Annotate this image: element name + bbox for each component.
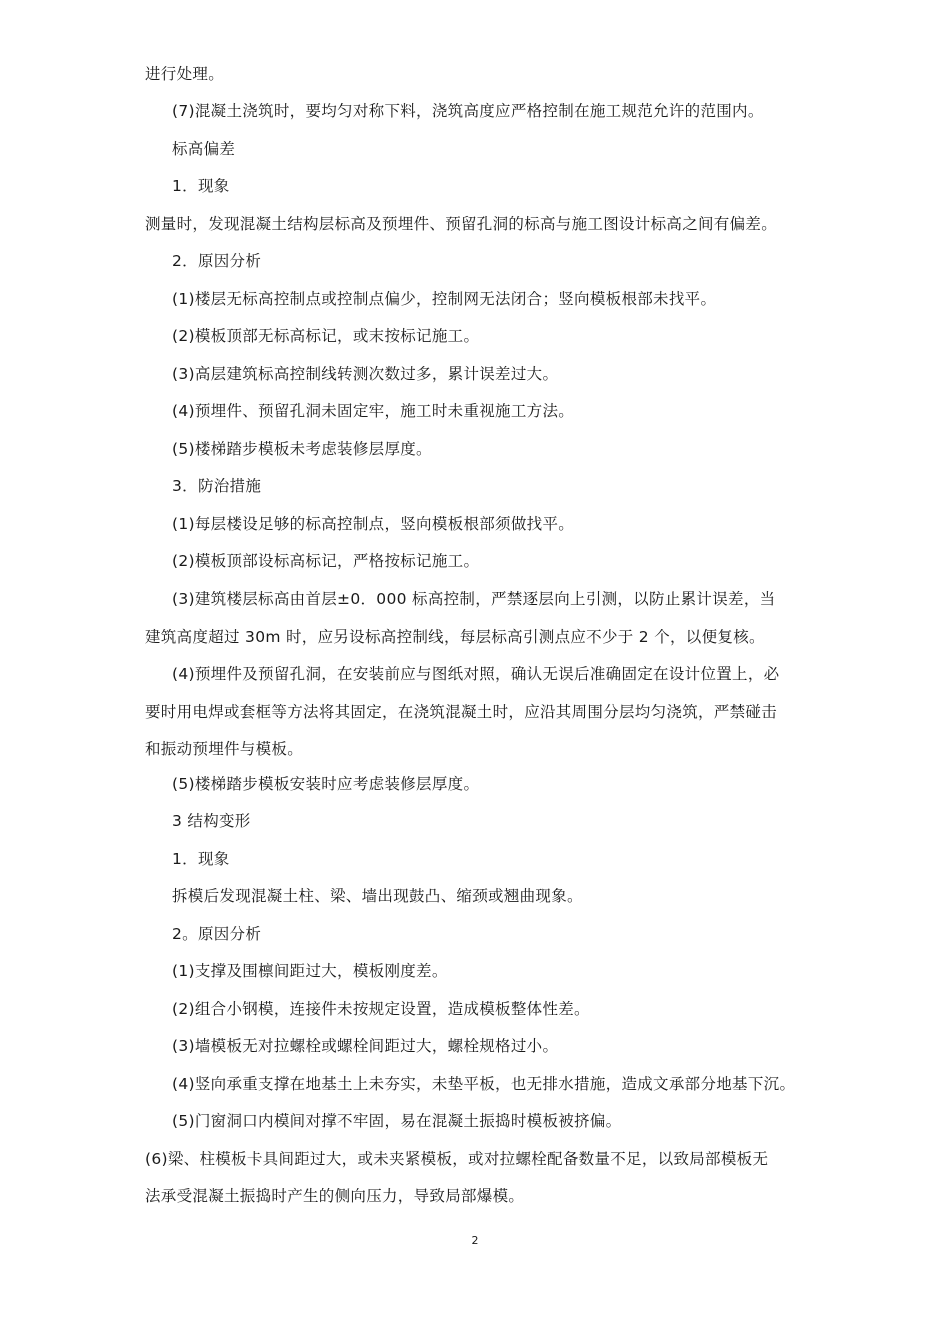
subheading: 2。原因分析	[172, 925, 262, 943]
text-line: (2)模板顶部无标高标记，或末按标记施工。	[172, 327, 480, 345]
text-line: (6)梁、柱模板卡具间距过大，或未夹紧模板，或对拉螺栓配备数量不足，以致局部模板无	[145, 1150, 769, 1168]
text-line: (1)支撑及围檩间距过大，模板刚度差。	[172, 962, 448, 980]
text-line: (7)混凝土浇筑时，要均匀对称下料，浇筑高度应严格控制在施工规范允许的范围内。	[172, 102, 764, 120]
text-line: 建筑高度超过 30m 时，应另设标高控制线，每层标高引测点应不少于 2 个，以便复核。	[145, 628, 765, 646]
text-line: (5)楼梯踏步模板未考虑装修层厚度。	[172, 440, 432, 458]
text-line: 拆模后发现混凝土柱、梁、墙出现鼓凸、缩颈或翘曲现象。	[172, 887, 583, 905]
text-line: (3)建筑楼层标高由首层±0．000 标高控制，严禁逐层向上引测，以防止累计误差，当	[172, 590, 776, 608]
text-line: (2)组合小钢模，连接件未按规定设置，造成模板整体性差。	[172, 1000, 590, 1018]
section-heading: 标高偏差	[172, 140, 236, 158]
text-line: 测量时，发现混凝土结构层标高及预埋件、预留孔洞的标高与施工图设计标高之间有偏差。	[145, 215, 778, 233]
text-line: (4)预埋件及预留孔洞，在安装前应与图纸对照，确认无误后准确固定在设计位置上，必	[172, 665, 780, 683]
text-line: (4)竖向承重支撑在地基土上未夯实，未垫平板，也无排水措施，造成文承部分地基下沉。	[172, 1075, 796, 1093]
subheading: 1．现象	[172, 850, 230, 868]
subheading: 3．防治措施	[172, 477, 262, 495]
text-line: (4)预埋件、预留孔洞未固定牢，施工时未重视施工方法。	[172, 402, 575, 420]
text-line: 要时用电焊或套框等方法将其固定，在浇筑混凝土时，应沿其周围分层均匀浇筑，严禁碰击	[145, 703, 778, 721]
text-line: 进行处理。	[145, 65, 225, 83]
text-line: (5)门窗洞口内模间对撑不牢固，易在混凝土振捣时模板被挤偏。	[172, 1112, 622, 1130]
text-line: (5)楼梯踏步模板安装时应考虑装修层厚度。	[172, 775, 480, 793]
page-number: 2	[471, 1234, 479, 1247]
subheading: 2．原因分析	[172, 252, 262, 270]
text-line: (1)每层楼设足够的标高控制点，竖向模板根部须做找平。	[172, 515, 575, 533]
text-line: 和振动预埋件与模板。	[145, 740, 304, 758]
text-line: (3)高层建筑标高控制线转测次数过多，累计误差过大。	[172, 365, 559, 383]
subheading: 1．现象	[172, 177, 230, 195]
section-heading: 3 结构变形	[172, 812, 251, 830]
text-line: (1)楼层无标高控制点或控制点偏少，控制网无法闭合；竖向模板根部未找平。	[172, 290, 717, 308]
text-line: (2)模板顶部设标高标记，严格按标记施工。	[172, 552, 480, 570]
text-line: (3)墙模板无对拉螺栓或螺栓间距过大，螺栓规格过小。	[172, 1037, 559, 1055]
text-line: 法承受混凝土振捣时产生的侧向压力，导致局部爆模。	[145, 1187, 525, 1205]
